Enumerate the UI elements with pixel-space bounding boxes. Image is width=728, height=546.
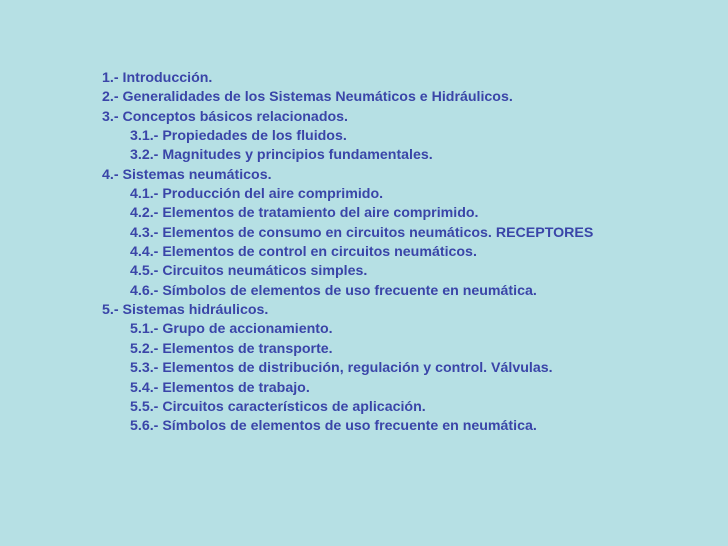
toc-item-1: 1.- Introducción. xyxy=(102,70,213,86)
toc-item-5: 5.- Sistemas hidráulicos. xyxy=(102,302,269,319)
toc-item-4-1: 4.1.- Producción del aire comprimido. xyxy=(130,186,384,203)
toc-item-3: 3.- Conceptos básicos relacionados. xyxy=(102,108,348,125)
toc-item-3-2: 3.2.- Magnitudes y principios fundamentales. xyxy=(130,147,433,164)
toc-item-5-6: 5.6.- Símbolos de elementos de uso frecuente en neumática. xyxy=(130,418,537,435)
toc-item-4: 4.- Sistemas neumáticos. xyxy=(102,166,272,183)
toc-item-2: 2.- Generalidades de los Sistemas Neumáticos e Hidráulicos. xyxy=(102,89,513,106)
toc-item-4-3: 4.3.- Elementos de consumo en circuitos neumáticos. RECEPTORES xyxy=(130,224,594,241)
toc-item-5-5: 5.5.- Circuitos característicos de aplicación. xyxy=(130,398,426,415)
toc-item-4-2: 4.2.- Elementos de tratamiento del aire comprimido. xyxy=(130,205,479,222)
toc-item-5-1: 5.1.- Grupo de accionamiento. xyxy=(130,321,333,338)
toc-item-4-6: 4.6.- Símbolos de elementos de uso frecuente en neumática. xyxy=(130,282,537,299)
toc-item-4-4: 4.4.- Elementos de control en circuitos neumáticos. xyxy=(130,244,477,261)
toc-item-3-1: 3.1.- Propiedades de los fluidos. xyxy=(130,128,347,145)
toc-item-5-2: 5.2.- Elementos de transporte. xyxy=(130,340,333,357)
toc-item-4-5: 4.5.- Circuitos neumáticos simples. xyxy=(130,263,368,280)
toc-item-5-3: 5.3.- Elementos de distribución, regulación y control. Válvulas. xyxy=(130,360,553,377)
table-of-contents xyxy=(102,69,593,437)
toc-item-5-4: 5.4.- Elementos de trabajo. xyxy=(130,379,310,396)
